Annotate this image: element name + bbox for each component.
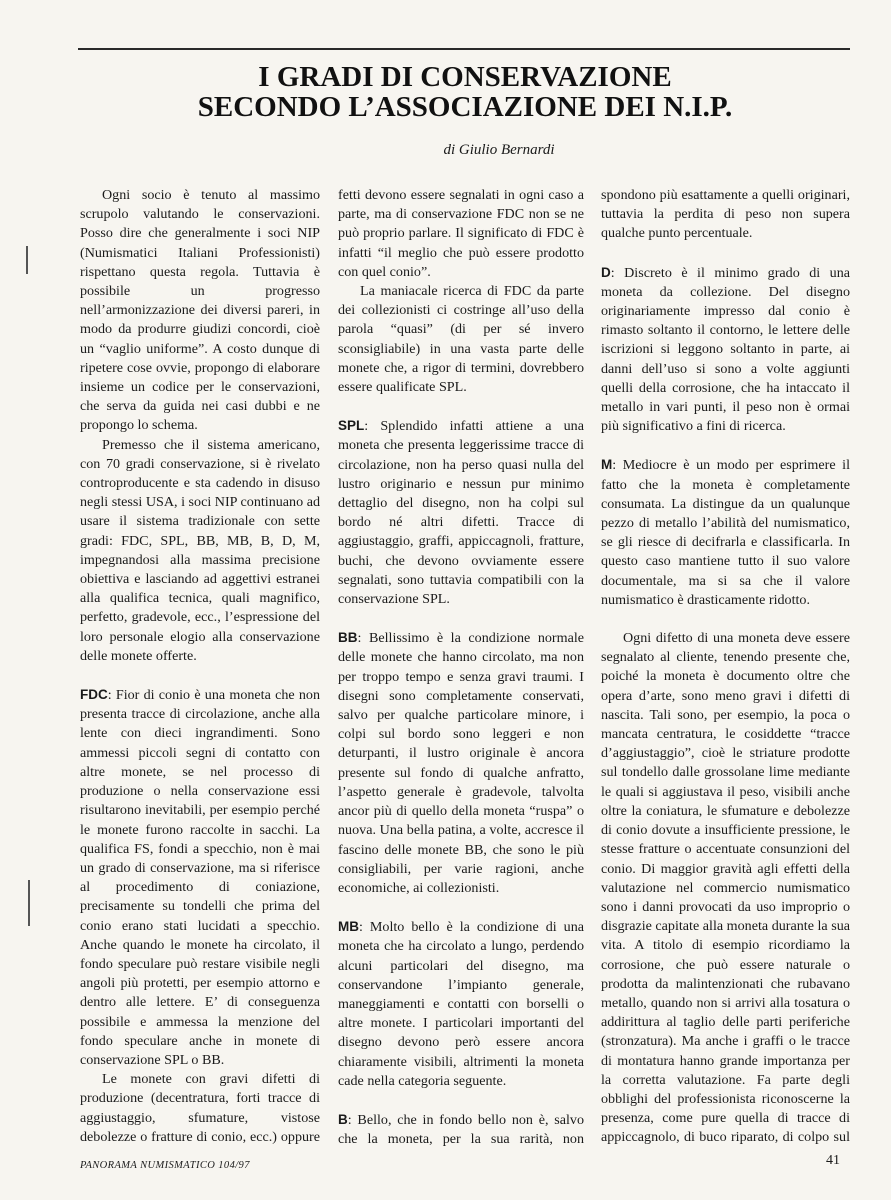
- grade-label: MB: [338, 919, 359, 935]
- paragraph: Ogni socio è tenuto al massimo scrupolo valutando le conservazioni. Posso dire che generalmente i soci NIP (Numismatici Italiani Professionisti) rispettano questa regola. Tuttavia è possibile un progresso nell’armonizzazione dei diversi pareri, in modo da produrre giudizi concordi, cioè un “vaglio uniforme”. A costo dunque di ripetere cose ovvie, propongo di elaborare insieme un codice per le conservazioni, che serva da guida nei casi dubbi e ne propongo lo schema.: [80, 187, 320, 434]
- grade-text: : Fior di conio è una moneta che non presenta tracce di circolazione, anche alla lente con dieci ingrandimenti. Sono ammessi piccoli segni di contatto con altre monete, se nel processo di produzione o nella conservazione essi risultarono inevitabili, per esempio perché le monete furono raccolte in sacchi. La qualifica FS, fondi a specchio, non è mai un grado di conservazione, ma si riferisce al procedimento di coniazione, precisamente su tondelli che prima del conio erano stati lucidati a specchio. Anche quando le monete ha circolato, il fondo speculare può restare visibile negli angoli più protetti, per esempio attorno e dentro alle lettere. E’ di conseguenza possibile e ammessa la menzione del fondo speculare anche in monete di conservazione SPL o BB.: [80, 687, 320, 1068]
- grade-label: BB: [338, 630, 358, 646]
- article-title: [80, 62, 850, 122]
- top-rule: [78, 48, 850, 50]
- grade-text: : Mediocre è un modo per esprimere il fatto che la moneta è completamente consumata. La distingue da un qualunque pezzo di metallo l’abilità del numismatico, se gli riesce di decifrarla e classificarla. In questo caso mantiene tutto il suo valore documentale, ma si sa che il valore numismatico è drasticamente ridotto.: [601, 457, 850, 608]
- paragraph-grade-spl: [338, 416, 584, 609]
- margin-mark: [27, 262, 28, 268]
- paragraph-grade-bb: [338, 628, 584, 898]
- paragraph-grade-m: [601, 455, 850, 610]
- grade-text: : Molto bello è la condizione di una moneta che ha circolato a lungo, perdendo alcuni particolari del disegno, ma conservandone l’impianto generale, maneggiamenti e contatti con borselli o altre monete. I particolari importanti del disegno devono però essere ancora chiaramente visibili, altrimenti la moneta cade nella categoria seguente.: [338, 919, 584, 1089]
- page-number: 41: [826, 1153, 840, 1168]
- paragraph: Premesso che il sistema americano, con 70 gradi conservazione, si è rivelato controproducente e sta cadendo in disuso negli stessi USA, i soci NIP continuano ad usare il sistema tradizionale con sette gradi: FDC, SPL, BB, MB, B, D, M, impegnandosi alla massima precisione obiettiva e lasciando ad aggettivi estranei alla qualifica tecnica, quali magnifico, perfetto, gradevole, ecc., l’espressione del loro personale elogio alla conservazione delle monete offerte.: [80, 436, 320, 664]
- paragraph: spondono più esattamente a quelli originari, tuttavia la perdita di peso non supera qualche punto percentuale.: [601, 187, 850, 242]
- grade-text: : Discreto è il minimo grado di una moneta da collezione. Del disegno originariamente impresso dal conio è rimasto soltanto il contorno, le lettere delle iscrizioni si leggono soltanto in parte, ai danni dell’uso si sono a volte aggiunti quelli della corrosione, che ha intaccato il metallo in vari punti, il peso non è ormai più significativo a fini di ricerca.: [601, 264, 850, 435]
- footer-publication: PANORAMA NUMISMATICO 104/97: [80, 1160, 250, 1171]
- column-1: [80, 186, 320, 1148]
- byline: [80, 142, 850, 159]
- paragraph-grade-d: [601, 263, 850, 437]
- grade-label: M: [601, 457, 613, 473]
- title-line-1: I GRADI DI CONSERVAZIONE: [258, 61, 672, 93]
- column-3: [601, 186, 850, 1148]
- paragraph: Le monete con gravi difetti di produzione (decentratura, forti tracce di aggiustaggio, sfumature, vistose debolezze o fratture di conio, ecc.) oppure: [80, 1071, 320, 1145]
- paragraph-grade-mb: [338, 917, 584, 1091]
- grade-text: : Bello, che in fondo bello non è, salvo che la moneta, per la sua rarità, non: [338, 1111, 584, 1148]
- paragraph-grade-b: [338, 1110, 584, 1148]
- author-name: di Giulio Bernardi: [443, 142, 555, 158]
- grade-label: FDC: [80, 687, 108, 703]
- paragraph-grade-fdc: [80, 685, 320, 1070]
- paragraph: fetti devono essere segnalati in ogni caso a parte, ma di conservazione FDC non se ne può proprio parlare. Il significato di FDC è infatti “il meglio che può essere prodotto con quel conio”.: [338, 187, 584, 280]
- paragraph: Ogni difetto di una moneta deve essere segnalato al cliente, tenendo presente che, poiché la moneta è documento oltre che opera d’arte, sono meno gravi i difetti di nascita. Tali sono, per esempio, la poca o mancata centratura, le cosiddette “tracce d’aggiustaggio”, cioè le striature prodotte sul tondello dalle grossolane lime mediante le quali si aggiustava il peso, visibili anche oltre la coniatura, le sfumature e debolezze di conio dovute a insufficiente pressione, le stesse fratture o accentuate consunzioni del conio. Di maggior gravità agli effetti della valutazione nel commercio numismatico sono i danni provocati da uso improprio o disgrazie capitate alla moneta durante la sua vita. A titolo di esempio ricordiamo la corrosione, che può essere naturale o prodotta da malintenzionati che rubavano metallo, quando non si arrivi alla tosatura o addirittura al taglio delle parti periferiche (stronzatura). Ma anche i graffi o le tracce di montatura hanno grande importanza per la corretta valutazione. Fa parte degli obblighi del professionista riconoscerne la presenza, come pure quella di tracce di appiccagnolo, di buco riparato, di colpo sul: [601, 630, 850, 1146]
- grade-label: B: [338, 1111, 348, 1127]
- margin-mark: [28, 880, 30, 926]
- grade-label: SPL: [338, 418, 365, 434]
- grade-text: : Splendido infatti attiene a una moneta che presenta leggerissime tracce di circolazione, non ha perso quasi nulla del lustro originario e nessun pur minimo dettaglio del disegno, non ha colpi sul bordo né altri difetti. Tracce di aggiustaggio, graffi, appiccagnoli, fratture, buchi, che devono ovviamente essere segnalati, sono tuttavia compatibili con la conservazione SPL.: [338, 418, 584, 608]
- paragraph: La maniacale ricerca di FDC da parte dei collezionisti ci costringe all’uso della parola “quasi” (di per sé invero sconsigliabile) in una vasta parte delle monete che, a rigor di termini, dovrebbero essere qualificate SPL.: [338, 283, 584, 396]
- grade-label: D: [601, 264, 611, 280]
- grade-text: : Bellissimo è la condizione normale delle monete che hanno circolato, ma non per troppo tempo e senza gravi traumi. I disegni sono completamente conservati, salvo per qualche particolare minore, i colpi sul bordo sono leggeri e non deturpanti, il lustro originale è ancora presente sul fondo di qualche anfratto, l’aspetto generale è gradevole, talvolta ancor più di quello della moneta “ruspa” o nuova. Una bella patina, a volte, accresce il fascino delle monete BB, che sono le più consigliabili, per varie ragioni, anche economiche, ai collezionisti.: [338, 630, 584, 896]
- margin-mark: [26, 246, 28, 274]
- title-line-2: SECONDO L’ASSOCIAZIONE DEI N.I.P.: [197, 91, 733, 123]
- column-2: [338, 186, 584, 1148]
